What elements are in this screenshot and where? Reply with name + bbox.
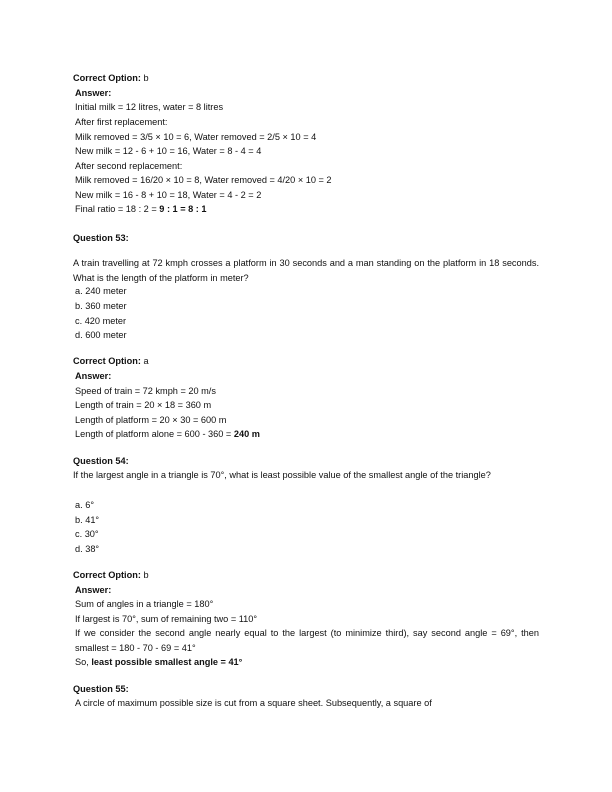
option: a. 240 meter [75, 286, 127, 296]
question-text: If the largest angle in a triangle is 70°, what is least possible value of the smallest angle of the triangle? [73, 470, 491, 480]
final-ratio-line: Final ratio = 18 : 2 = 9 : 1 = 8 : 1 [75, 204, 207, 214]
option: b. 360 meter [75, 301, 127, 311]
question-text: A circle of maximum possible size is cut from a square sheet. Subsequently, a square of [75, 698, 432, 708]
answer-line: After second replacement: [75, 161, 183, 171]
option: c. 30° [75, 529, 99, 539]
answer-label: Answer: [75, 88, 112, 98]
answer-line: New milk = 12 - 6 + 10 = 16, Water = 8 - 4 = 4 [75, 146, 262, 156]
answer-line: Milk removed = 3/5 × 10 = 6, Water removed = 2/5 × 10 = 4 [75, 132, 317, 142]
option: d. 38° [75, 544, 100, 554]
option: c. 420 meter [75, 316, 127, 326]
option: a. 6° [75, 500, 94, 510]
answer-line: New milk = 16 - 8 + 10 = 18, Water = 4 - 2 = 2 [75, 190, 262, 200]
final-answer-line: So, least possible smallest angle = 41° [75, 657, 243, 667]
answer-line: Milk removed = 16/20 × 10 = 8, Water removed = 4/20 × 10 = 2 [75, 175, 332, 185]
question-title: Question 53: [73, 233, 129, 243]
correct-option-line: Correct Option: b [73, 570, 149, 580]
answer-line: Initial milk = 12 litres, water = 8 litres [75, 102, 224, 112]
question-title: Question 55: [73, 684, 129, 694]
final-answer-line: Length of platform alone = 600 - 360 = 240 m [75, 429, 260, 439]
answer-label: Answer: [75, 371, 112, 381]
option: d. 600 meter [75, 330, 127, 340]
answer-paragraph: If we consider the second angle nearly equal to the largest (to minimize third), say second angle = 69°, then smallest = 180 - 70 - 69 = 41° [75, 628, 539, 653]
correct-option-line: Correct Option: a [73, 356, 149, 366]
question-title: Question 54: [73, 456, 129, 466]
answer-line: Speed of train = 72 kmph = 20 m/s [75, 386, 216, 396]
question-text: A train travelling at 72 kmph crosses a platform in 30 seconds and a man standing on the platform in 18 seconds. What is the length of the platform in meter? [73, 258, 539, 283]
answer-line: Length of train = 20 × 18 = 360 m [75, 400, 212, 410]
answer-label: Answer: [75, 585, 112, 595]
answer-line: If largest is 70°, sum of remaining two = 110° [75, 614, 258, 624]
option: b. 41° [75, 515, 100, 525]
answer-line: Length of platform = 20 × 30 = 600 m [75, 415, 227, 425]
correct-option-line: Correct Option: b [73, 73, 149, 83]
answer-line: Sum of angles in a triangle = 180° [75, 599, 214, 609]
answer-line: After first replacement: [75, 117, 168, 127]
